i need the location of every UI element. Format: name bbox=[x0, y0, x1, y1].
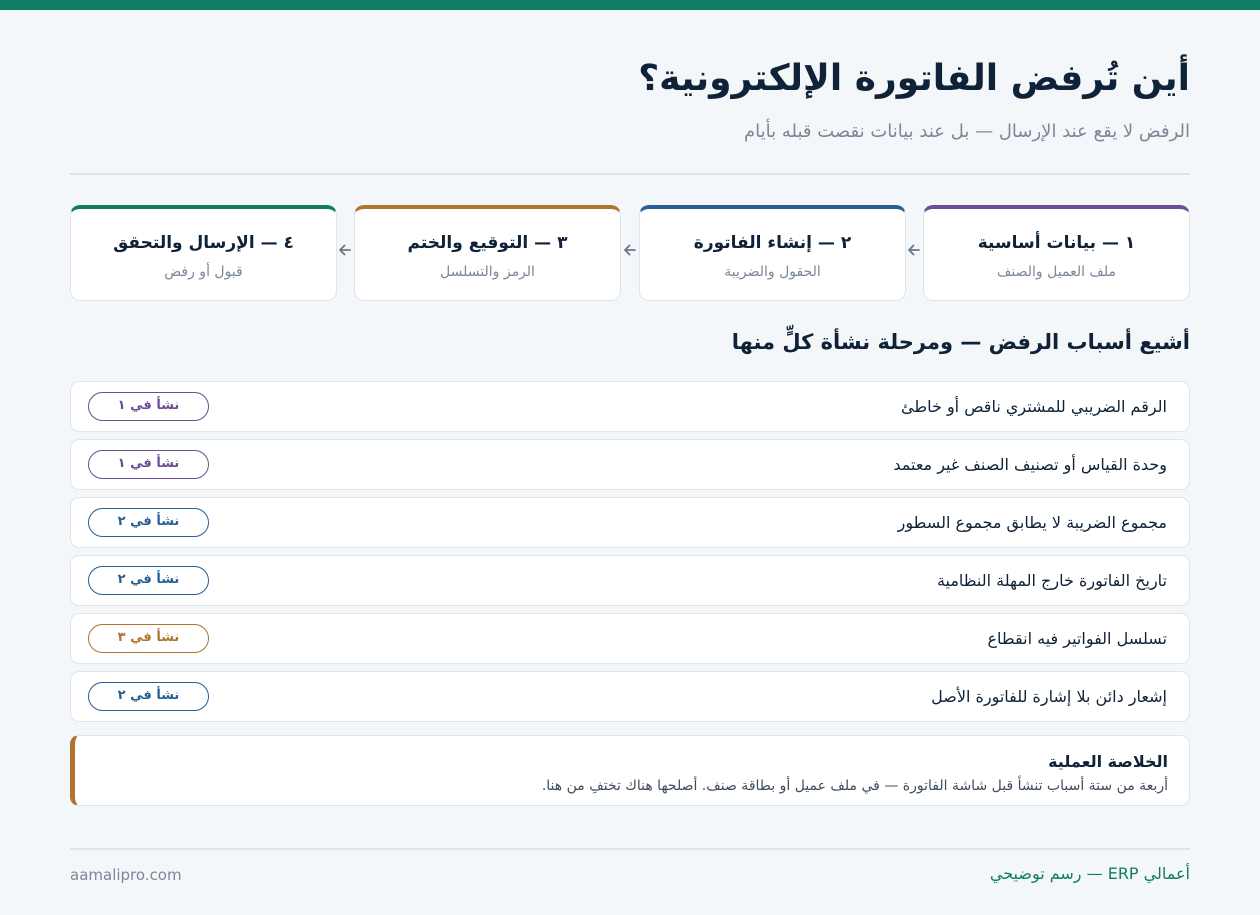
reason-text: الرقم الضريبي للمشتري ناقص أو خاطئ bbox=[901, 397, 1167, 416]
footer-divider bbox=[70, 848, 1190, 850]
stage-card-4 bbox=[70, 205, 337, 301]
reason-text: تاريخ الفاتورة خارج المهلة النظامية bbox=[936, 571, 1167, 590]
arrow-left-icon bbox=[336, 241, 354, 263]
stage-badge: نشأ في ٢ bbox=[88, 508, 209, 537]
reason-text: مجموع الضريبة لا يطابق مجموع السطور bbox=[897, 513, 1167, 532]
stage-subtitle: الحقول والضريبة bbox=[724, 264, 821, 280]
stage-title: ٣ — التوقيع والختم bbox=[407, 233, 568, 253]
page-title: أين تُرفض الفاتورة الإلكترونية؟ bbox=[638, 58, 1190, 99]
list-item bbox=[70, 671, 1190, 722]
takeaway-callout bbox=[70, 735, 1190, 806]
footer-brand: أعمالي ERP — رسم توضيحي bbox=[989, 864, 1190, 883]
stage-badge: نشأ في ١ bbox=[88, 392, 209, 421]
stage-subtitle: الرمز والتسلسل bbox=[440, 264, 535, 280]
stage-badge: نشأ في ٢ bbox=[88, 566, 209, 595]
stage-badge: نشأ في ٣ bbox=[88, 624, 209, 653]
list-item bbox=[70, 555, 1190, 606]
takeaway-body: أربعة من ستة أسباب تنشأ قبل شاشة الفاتورة — في ملف عميل أو بطاقة صنف. أصلحها هناك تختفِ من هنا. bbox=[541, 778, 1168, 794]
stage-card-2 bbox=[639, 205, 906, 301]
page-subtitle: الرفض لا يقع عند الإرسال — بل عند بيانات نقصت قبله بأيام bbox=[743, 121, 1190, 142]
reason-text: وحدة القياس أو تصنيف الصنف غير معتمد bbox=[893, 455, 1167, 474]
stage-card-3 bbox=[354, 205, 621, 301]
arrow-left-icon bbox=[905, 241, 923, 263]
top-accent-bar bbox=[0, 0, 1260, 10]
stage-title: ٤ — الإرسال والتحقق bbox=[113, 233, 294, 253]
list-item bbox=[70, 439, 1190, 490]
stage-subtitle: قبول أو رفض bbox=[164, 264, 243, 280]
section-title: أشيع أسباب الرفض — ومرحلة نشأة كلٍّ منها bbox=[731, 330, 1190, 354]
stage-flow bbox=[70, 205, 1190, 301]
stage-badge: نشأ في ١ bbox=[88, 450, 209, 479]
stage-badge: نشأ في ٢ bbox=[88, 682, 209, 711]
stage-card-1 bbox=[923, 205, 1190, 301]
reason-text: تسلسل الفواتير فيه انقطاع bbox=[987, 629, 1167, 648]
stage-title: ٢ — إنشاء الفاتورة bbox=[693, 233, 852, 253]
takeaway-title: الخلاصة العملية bbox=[1048, 752, 1168, 771]
list-item bbox=[70, 497, 1190, 548]
footer-site-link[interactable]: aamalipro.com bbox=[70, 866, 182, 884]
arrow-left-icon bbox=[621, 241, 639, 263]
stage-subtitle: ملف العميل والصنف bbox=[996, 264, 1117, 280]
list-item bbox=[70, 381, 1190, 432]
list-item bbox=[70, 613, 1190, 664]
header-divider bbox=[70, 173, 1190, 175]
reason-text: إشعار دائن بلا إشارة للفاتورة الأصل bbox=[931, 687, 1167, 706]
stage-title: ١ — بيانات أساسية bbox=[977, 233, 1136, 253]
